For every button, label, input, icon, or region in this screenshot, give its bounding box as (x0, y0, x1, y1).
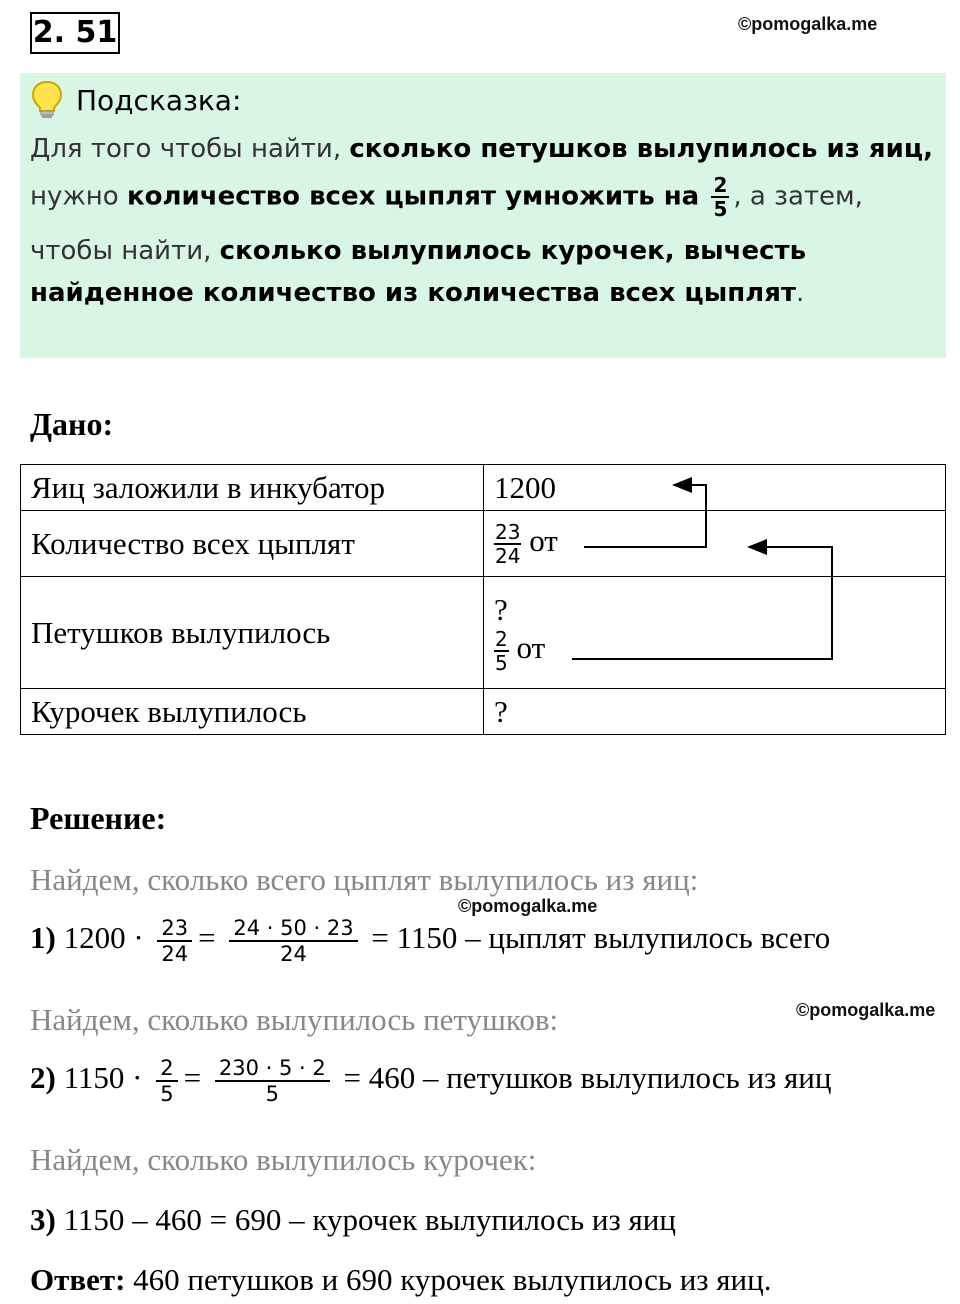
hint-line-3 (30, 236, 806, 266)
watermark-middle: ©pomogalka.me (458, 896, 598, 916)
step-text: = 460 – петушков вылупилось из яиц (343, 1060, 832, 1096)
answer-text: 460 петушков и 690 курочек вылупилось из яиц. (133, 1262, 772, 1297)
given-suffix: от (516, 629, 546, 665)
hint-line-1 (30, 134, 933, 164)
given-fraction (494, 628, 509, 674)
watermark-top: ©pomogalka.me (738, 14, 878, 34)
step3-hint: Найдем, сколько вылупилось курочек: (30, 1142, 537, 1177)
step-text: 1150 – 460 = 690 – курочек вылупилось из яиц (63, 1202, 676, 1237)
step2-hint: Найдем, сколько вылупилось петушков: (30, 1002, 559, 1037)
step2-formula (30, 1056, 831, 1106)
given-label: Яиц заложили в инкубатор (21, 465, 484, 511)
fraction-numerator: 2 (495, 626, 508, 651)
step-fraction (156, 1056, 177, 1106)
step3-formula (30, 1202, 676, 1238)
step-fraction (215, 1056, 330, 1106)
hint-text: . (795, 278, 805, 308)
hint-text: , а затем, (733, 181, 863, 212)
hint-text: чтобы найти, (30, 236, 220, 266)
fraction-denominator: 5 (713, 197, 728, 221)
hint-punct: , (923, 134, 933, 164)
fraction-numerator: 230 · 5 · 2 (215, 1056, 330, 1082)
given-question: ? (494, 591, 508, 627)
given-fraction (494, 521, 521, 567)
fraction-numerator: 2 (156, 1056, 177, 1082)
fraction-numerator: 24 · 50 · 23 (229, 916, 357, 942)
hint-bold: сколько вылупилось курочек, вычесть (219, 236, 807, 266)
fraction-numerator: 23 (157, 916, 192, 942)
given-table (20, 464, 946, 735)
fraction-denominator: 24 (161, 942, 189, 966)
fraction-denominator: 5 (160, 1082, 174, 1106)
hint-bold: сколько петушков вылупилось из яиц (349, 134, 924, 164)
given-label: Петушков вылупилось (21, 577, 484, 689)
step-text: 1150 · (63, 1060, 143, 1096)
hint-bold: количество всех цыплят умножить на (126, 181, 700, 212)
lightbulb-icon (30, 80, 64, 120)
table-row (21, 511, 946, 577)
step-text: = 1150 – цыплят вылупилось всего (371, 920, 831, 956)
step1-hint: Найдем, сколько всего цыплят вылупилось из яиц: (30, 862, 699, 897)
fraction-denominator: 5 (495, 650, 508, 675)
fraction-denominator: 24 (280, 942, 307, 966)
hint-title: Подсказка: (76, 84, 242, 117)
step-text: = (198, 920, 216, 956)
given-value (484, 511, 946, 577)
step-fraction (229, 916, 357, 966)
table-row (21, 577, 946, 689)
step-label: 1) (30, 920, 56, 956)
given-value: 1200 (484, 465, 946, 511)
hint-bold: найденное количество из количества всех цыплят (30, 278, 796, 308)
answer (30, 1262, 772, 1298)
step-label: 2) (30, 1060, 56, 1096)
hint-text: Для того чтобы найти, (30, 134, 350, 164)
given-label: Количество всех цыплят (21, 511, 484, 577)
hint-fraction (711, 174, 729, 220)
table-row (21, 689, 946, 735)
given-label: Курочек вылупилось (21, 689, 484, 735)
step-fraction (157, 916, 192, 966)
hint-line-4 (30, 278, 804, 308)
given-suffix: от (529, 522, 558, 558)
problem-number: 2. 51 (30, 12, 120, 54)
fraction-denominator: 5 (265, 1082, 279, 1106)
given-heading: Дано: (30, 406, 114, 442)
step-label: 3) (30, 1202, 56, 1237)
table-row (21, 465, 946, 511)
watermark-right: ©pomogalka.me (796, 1000, 936, 1020)
fraction-numerator: 23 (495, 519, 521, 544)
solution-heading: Решение: (30, 800, 167, 836)
step-text: = (183, 1060, 202, 1096)
fraction-denominator: 24 (495, 543, 521, 568)
answer-label: Ответ: (30, 1262, 126, 1297)
step-text: 1200 · (63, 920, 144, 956)
step1-formula (30, 916, 830, 966)
given-value (484, 577, 946, 689)
hint-line-2 (30, 174, 863, 220)
given-value: ? (484, 689, 946, 735)
hint-text: нужно (30, 181, 127, 212)
fraction-numerator: 2 (713, 173, 728, 197)
